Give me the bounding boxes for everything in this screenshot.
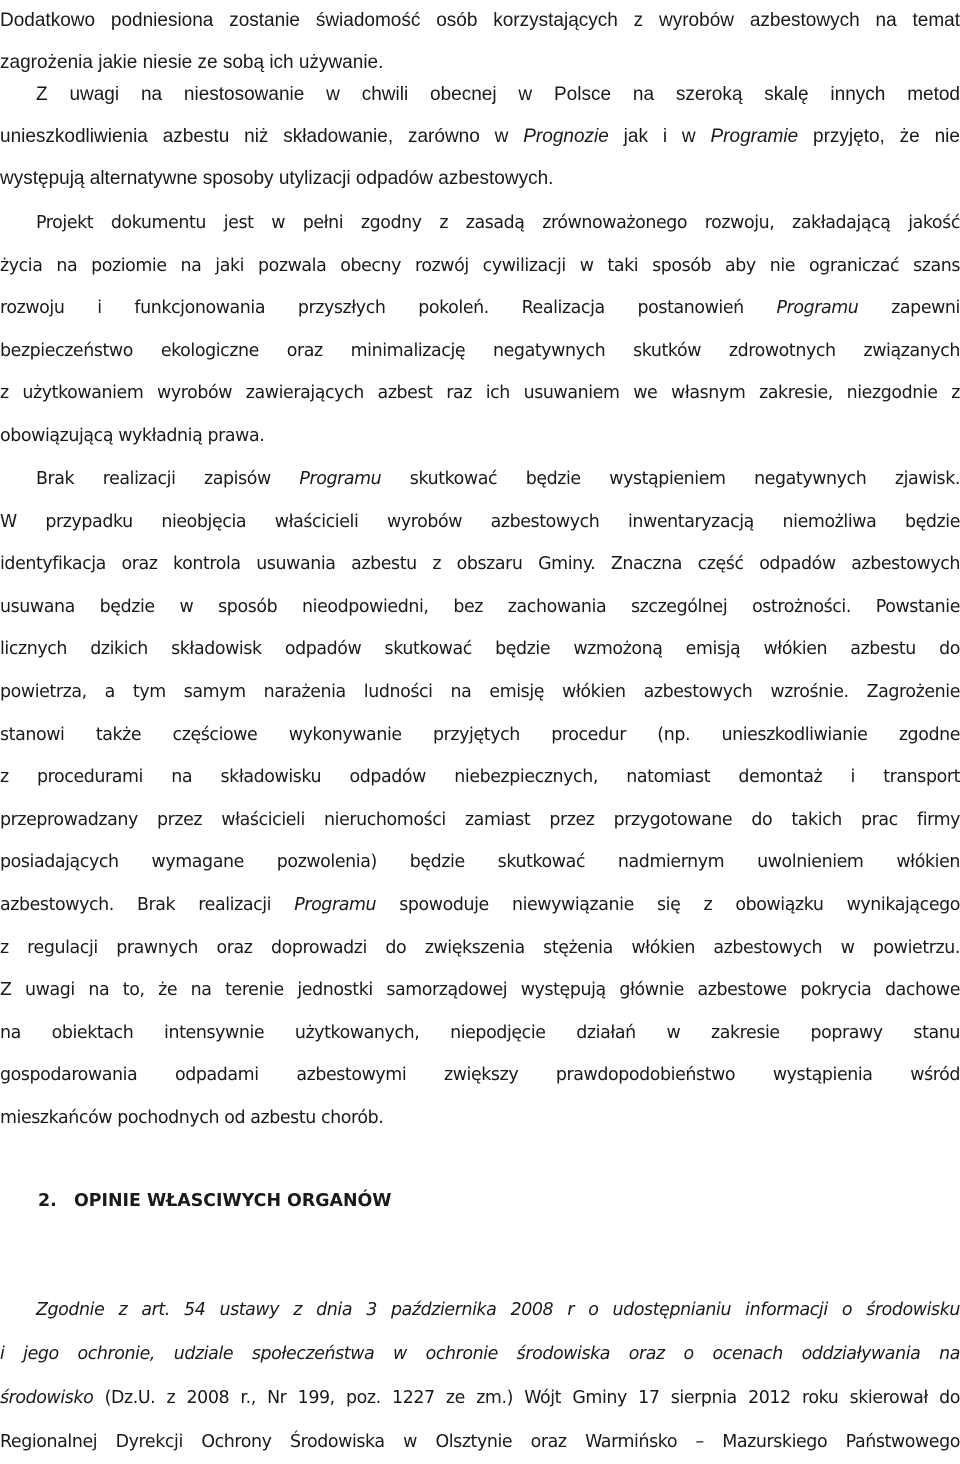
text-line: Dodatkowo podniesiona zostanie świadomość osób korzystających z wyrobów azbestowych na temat [0,10,960,31]
text-line: Z uwagi na niestosowanie w chwili obecnej w Polsce na szeroką skalę innych metod [36,84,960,105]
text-line: z użytkowaniem wyrobów zawierających azbest raz ich usuwaniem we własnym zakresie, niezgodnie z [0,383,960,404]
text-line: środowisko (Dz.U. z 2008 r., Nr 199, poz. 1227 ze zm.) Wójt Gminy 17 sierpnia 2012 roku skierował do [0,1388,960,1408]
text-line: obowiązującą wykładnią prawa. [0,425,265,446]
italic-term: Programu [299,469,382,489]
text-line: gospodarowania odpadami azbestowymi zwiększy prawdopodobieństwo wystąpienia wśród [0,1065,960,1086]
text-line: unieszkodliwienia azbestu niż składowanie, zarówno w Prognozie jak i w Programie przyjęto, że nie [0,126,960,147]
text-line: identyfikacja oraz kontrola usuwania azbestu z obszaru Gminy. Znaczna część odpadów azbestowych [0,554,960,575]
italic-term: Programu [776,298,859,319]
italic-term: Prognozie [523,126,609,147]
section-number: 2. [38,1191,57,1211]
text-line: Brak realizacji zapisów Programu skutkować będzie wystąpieniem negatywnych zjawisk. [36,469,960,489]
text-line: usuwana będzie w sposób nieodpowiedni, bez zachowania szczególnej ostrożności. Powstanie [0,596,960,617]
text-line: W przypadku nieobjęcia właścicieli wyrobów azbestowych inwentaryzacją niemożliwa będzie [0,511,960,532]
paragraph-awareness [0,0,960,84]
paragraph-sustainable-development [0,202,960,458]
paragraph-legal-basis [0,1288,960,1464]
text-line: mieszkańców pochodnych od azbestu chorób. [0,1107,384,1128]
text-line: życia na poziomie na jaki pozwala obecny rozwój cywilizacji w taki sposób aby nie ograniczać szans [0,255,960,276]
text-line: zagrożenia jakie niesie ze sobą ich używanie. [0,52,384,73]
section-heading [38,1184,391,1218]
text-line: bezpieczeństwo ekologiczne oraz minimalizację negatywnych skutków zdrowotnych związanych [0,340,960,361]
text-line: rozwoju i funkcjonowania przyszłych pokoleń. Realizacja postanowień Programu zapewni [0,298,960,319]
text-line: azbestowych. Brak realizacji Programu spowoduje niewywiązanie się z obowiązku wynikającego [0,894,960,915]
paragraph-consequences [0,458,960,1140]
text-line: powietrza, a tym samym narażenia ludności na emisję włókien azbestowych wzrośnie. Zagrożenie [0,681,960,702]
text-line: z regulacji prawnych oraz doprowadzi do zwiększenia stężenia włókien azbestowych w powietrzu. [0,937,960,958]
paragraph-no-alternatives [0,74,960,200]
italic-term: Programu [294,894,377,915]
text-line: Projekt dokumentu jest w pełni zgodny z zasadą zrównoważonego rozwoju, zakładającą jakość [36,213,960,233]
text-line: posiadających wymagane pozwolenia) będzie skutkować nadmiernym uwolnieniem włókien [0,852,960,873]
text-line: Zgodnie z art. 54 ustawy z dnia 3 października 2008 r o udostępnianiu informacji o środowisku [36,1300,960,1320]
italic-term: środowisko [0,1388,94,1408]
section-title: OPINIE WŁASCIWYCH ORGANÓW [74,1191,392,1211]
text-line: Regionalnej Dyrekcji Ochrony Środowiska w Olsztynie oraz Warmińsko – Mazurskiego Państwowego [0,1432,960,1452]
text-line: licznych dzikich składowisk odpadów skutkować będzie wzmożoną emisją włókien azbestu do [0,639,960,660]
text-line: przeprowadzany przez właścicieli nieruchomości zamiast przez przygotowane do takich prac firmy [0,809,960,830]
text-line: z procedurami na składowisku odpadów niebezpiecznych, natomiast demontaż i transport [0,767,960,788]
italic-term: Programie [710,126,799,147]
text-line: stanowi także częściowe wykonywanie przyjętych procedur (np. unieszkodliwianie zgodne [0,724,960,745]
text-line: i jego ochronie, udziale społeczeństwa w ochronie środowiska oraz o ocenach oddziaływania na [0,1344,960,1364]
text-line: Z uwagi na to, że na terenie jednostki samorządowej występują głównie azbestowe pokrycia dachowe [0,980,960,1001]
text-line: występują alternatywne sposoby utylizacji odpadów azbestowych. [0,168,554,189]
text-line: na obiektach intensywnie użytkowanych, niepodjęcie działań w zakresie poprawy stanu [0,1022,960,1043]
